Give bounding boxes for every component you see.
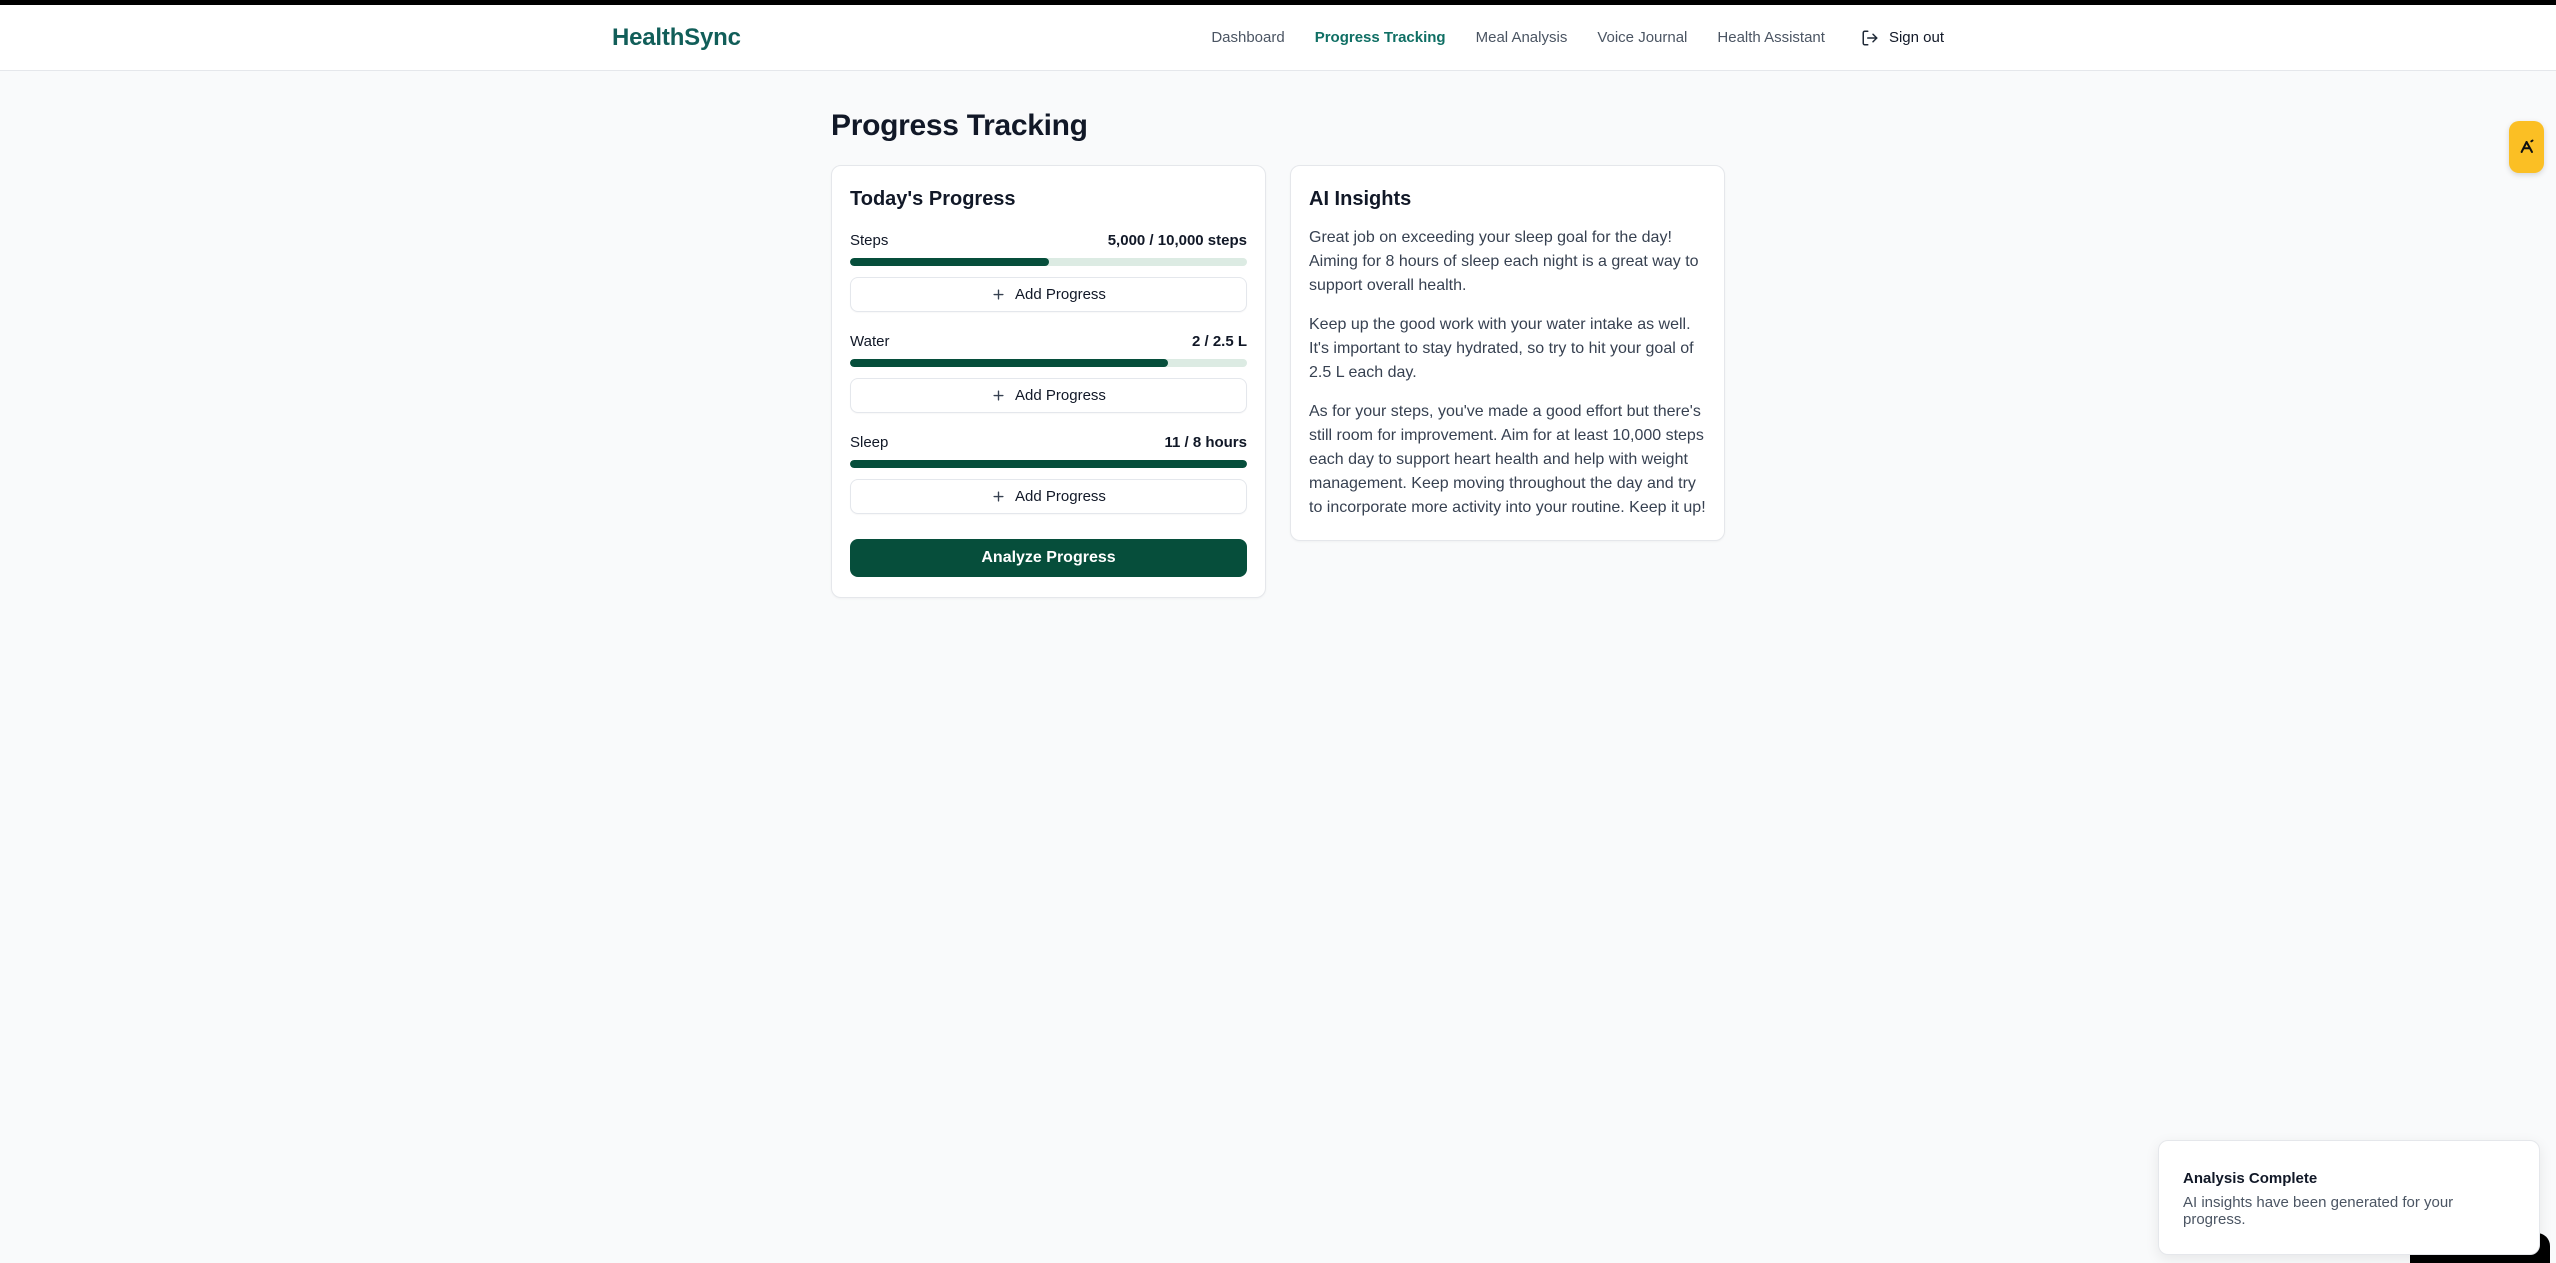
- plus-icon: [991, 489, 1006, 504]
- todays-progress-card: [831, 165, 1266, 598]
- add-progress-label: Add Progress: [1015, 387, 1106, 404]
- add-progress-label: Add Progress: [1015, 286, 1106, 303]
- sign-out-label: Sign out: [1888, 29, 1944, 46]
- nav-item-health-assistant[interactable]: Health Assistant: [1717, 29, 1825, 46]
- metric-value: 2 / 2.5 L: [1191, 333, 1247, 350]
- progress-card-title: Today's Progress: [850, 188, 1016, 210]
- ai-insights-card: [1290, 165, 1725, 541]
- nav-item-voice-journal[interactable]: Voice Journal: [1597, 29, 1688, 46]
- steps-progress-bar: [850, 258, 1247, 266]
- metric-sleep: [850, 434, 1247, 514]
- sleep-progress-fill: [850, 460, 1247, 468]
- toast-title: Analysis Complete: [2183, 1170, 2318, 1187]
- metric-label: Sleep: [850, 434, 889, 451]
- water-progress-fill: [850, 359, 1168, 367]
- insight-paragraph: Keep up the good work with your water intake as well. It's important to stay hydrated, so try to hit your goal of 2.5 L each day.: [1309, 316, 1694, 381]
- nav-item-meal-analysis[interactable]: Meal Analysis: [1475, 29, 1568, 46]
- add-progress-water-button[interactable]: [850, 378, 1247, 413]
- insight-paragraph: Great job on exceeding your sleep goal for the day! Aiming for 8 hours of sleep each night is a great way to support overall health.: [1309, 229, 1699, 294]
- page-title: Progress Tracking: [831, 109, 1088, 142]
- metric-steps: [850, 232, 1247, 312]
- main-content: [831, 71, 1725, 598]
- navbar: [0, 5, 2556, 71]
- toast-notification[interactable]: [2158, 1140, 2540, 1255]
- nav-item-progress-tracking[interactable]: Progress Tracking: [1314, 29, 1446, 46]
- metric-value: 5,000 / 10,000 steps: [1107, 232, 1247, 249]
- analyze-progress-button[interactable]: Analyze Progress: [850, 539, 1247, 577]
- nav-item-dashboard[interactable]: Dashboard: [1211, 29, 1285, 46]
- insights-card-title: AI Insights: [1309, 188, 1412, 210]
- insight-paragraph: As for your steps, you've made a good effort but there's still room for improvement. Aim for at least 10,000 steps each day to support heart health and help with weight management. Keep moving throughout the day and try to incorporate more activity into your routine. Keep it up!: [1309, 403, 1706, 516]
- water-progress-bar: [850, 359, 1247, 367]
- add-progress-label: Add Progress: [1015, 488, 1106, 505]
- nav-links: [1211, 29, 1944, 47]
- add-progress-steps-button[interactable]: [850, 277, 1247, 312]
- sleep-progress-bar: [850, 460, 1247, 468]
- add-progress-sleep-button[interactable]: [850, 479, 1247, 514]
- metric-label: Water: [850, 333, 890, 350]
- metric-label: Steps: [850, 232, 889, 249]
- sign-out-button[interactable]: [1861, 29, 1944, 47]
- steps-progress-fill: [850, 258, 1049, 266]
- metric-water: [850, 333, 1247, 413]
- widget-logo-icon: [2517, 137, 2537, 157]
- toast-body: AI insights have been generated for your progress.: [2183, 1194, 2454, 1228]
- brand-logo[interactable]: HealthSync: [612, 23, 741, 51]
- plus-icon: [991, 287, 1006, 302]
- metric-value: 11 / 8 hours: [1164, 434, 1247, 451]
- plus-icon: [991, 388, 1006, 403]
- floating-widget-button[interactable]: [2509, 121, 2544, 173]
- logout-icon: [1861, 29, 1879, 47]
